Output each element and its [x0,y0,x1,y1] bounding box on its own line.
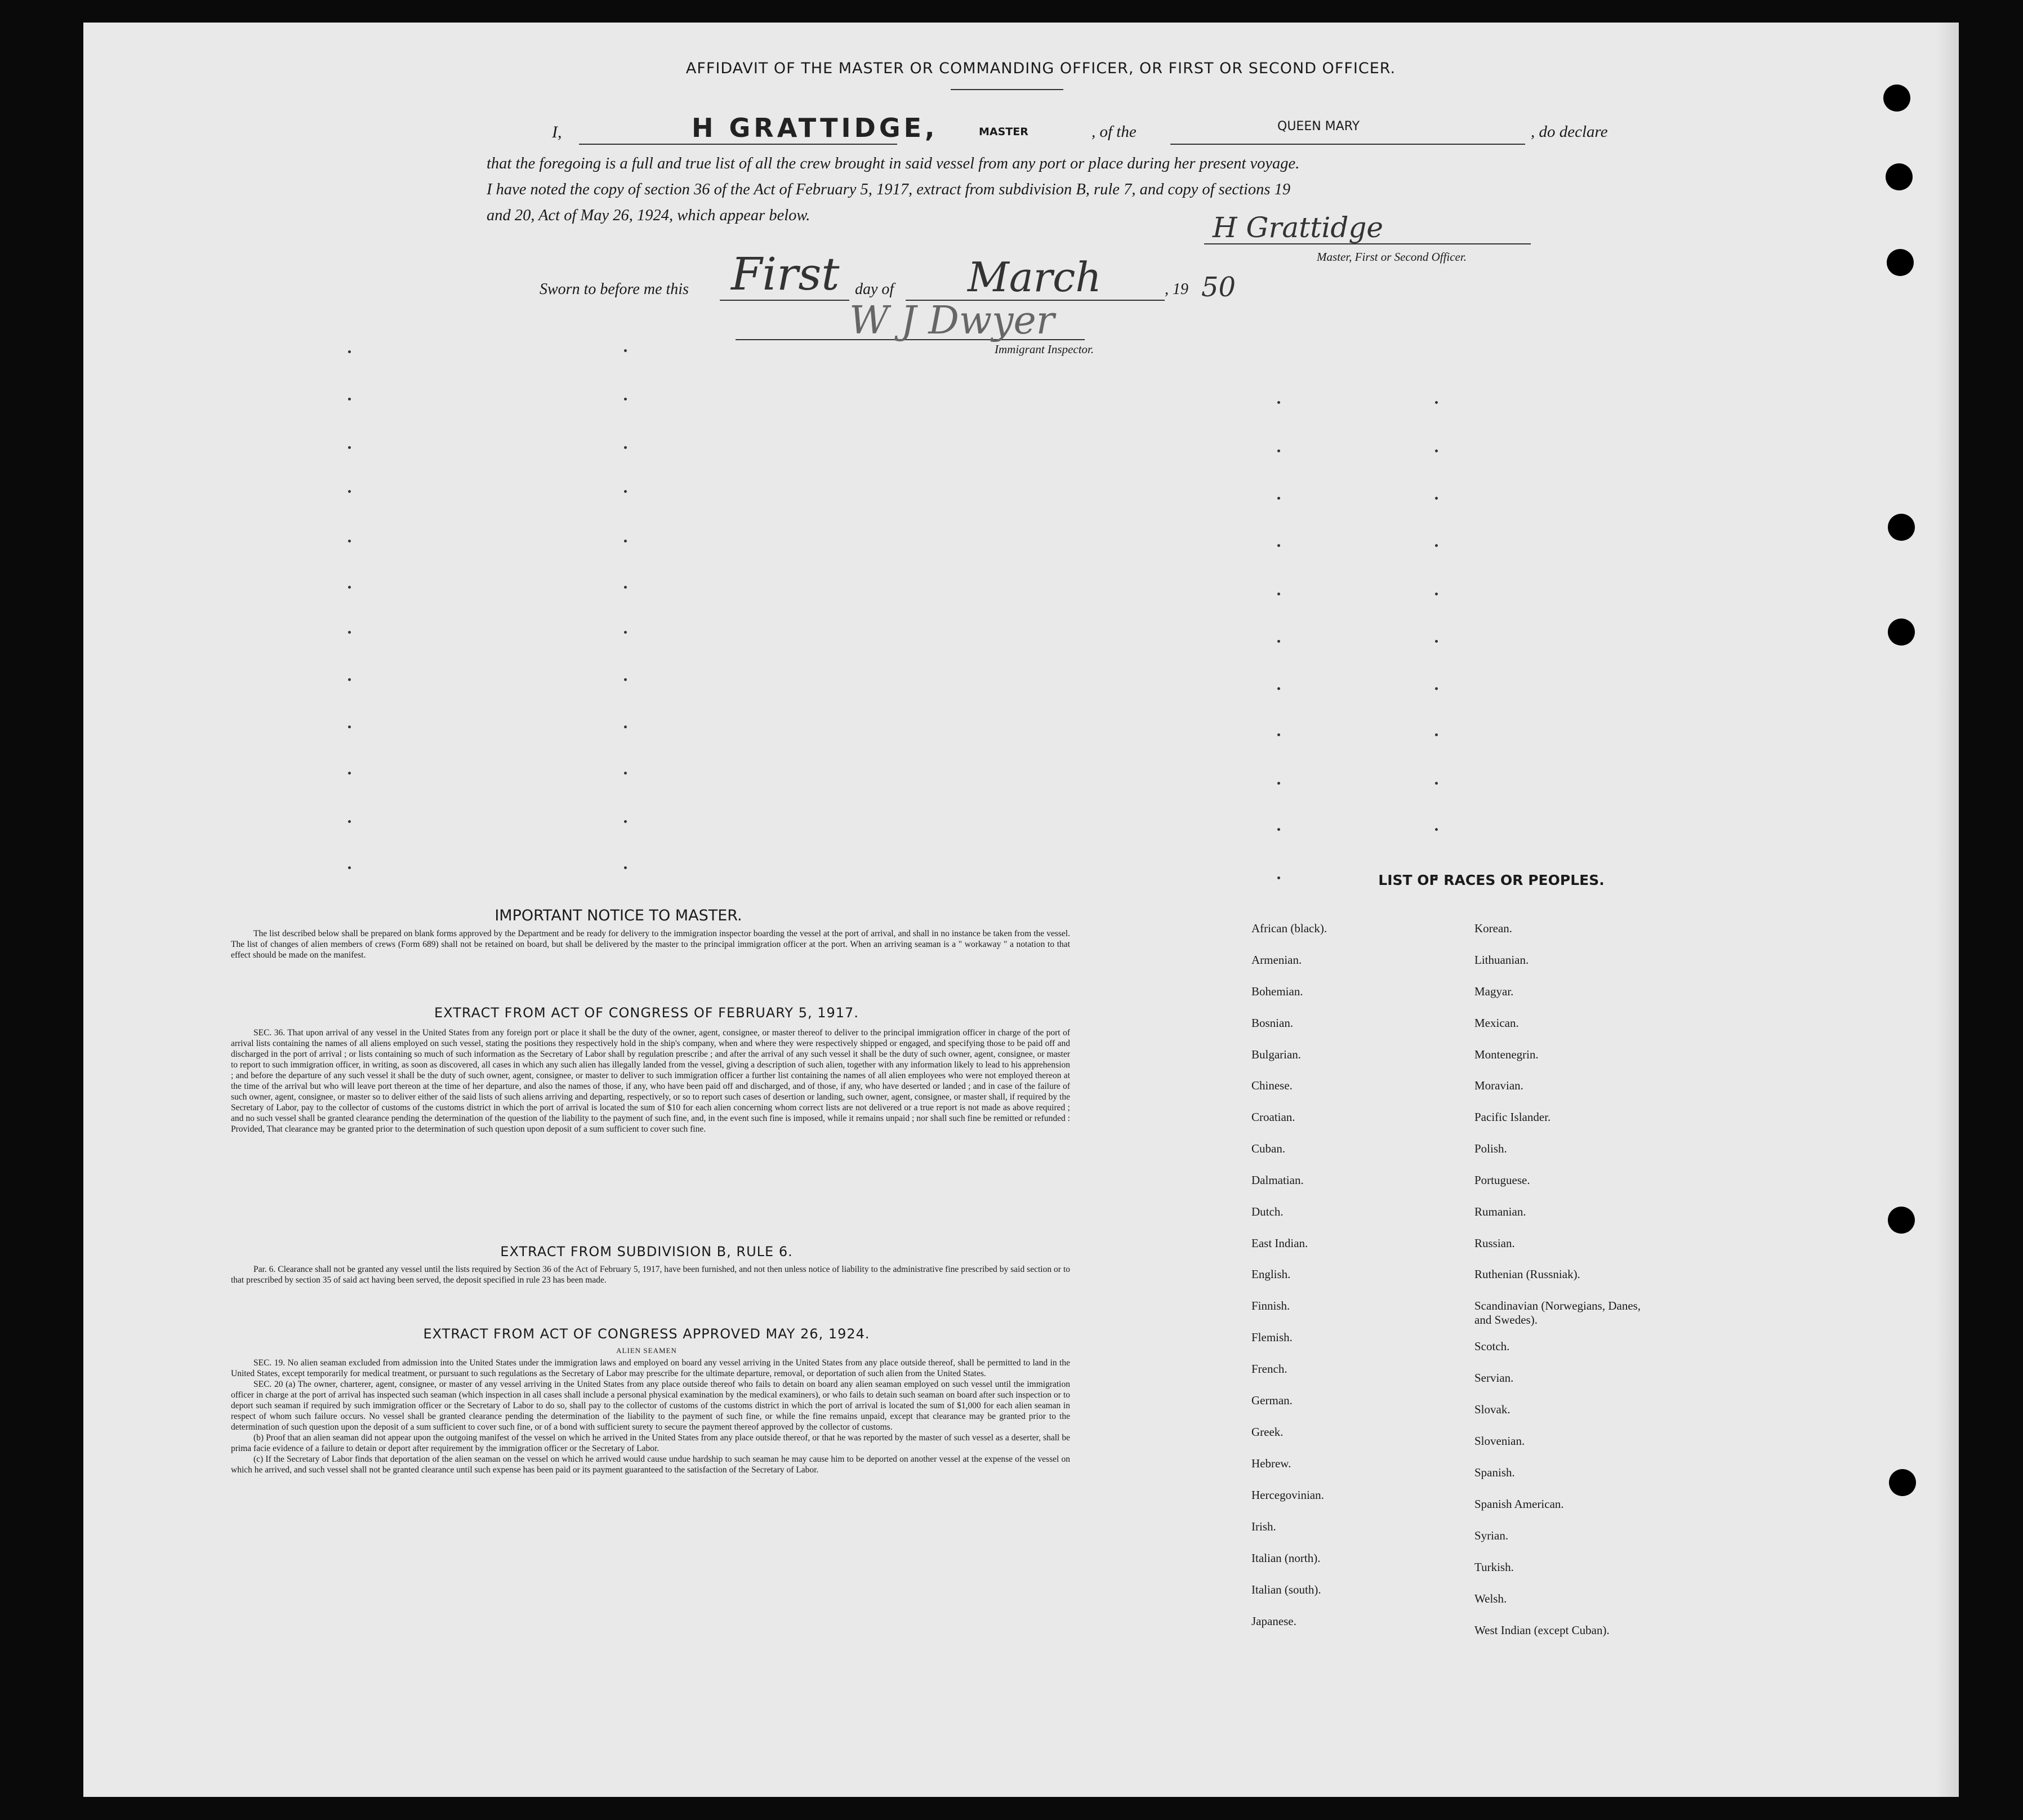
master-signature: H Grattidge [1213,211,1383,244]
rule6-title: EXTRACT FROM SUBDIVISION B, RULE 6. [500,1244,793,1260]
manifest-page [83,23,1959,1797]
title-underline [951,89,1063,90]
race-item: Bohemian. [1251,985,1303,998]
race-item: Pacific Islander. [1474,1110,1551,1124]
race-item: Mexican. [1474,1016,1519,1030]
race-item: Ruthenian (Russniak). [1474,1267,1580,1281]
race-item: Polish. [1474,1142,1507,1155]
year-prefix: , 19 [1165,281,1188,298]
race-item: Korean. [1474,922,1513,935]
declaration-line-2: I have noted the copy of section 36 of the Act of February 5, 1917, extract from subdivision B, rule 7, and copy of sections 19 [487,181,1291,198]
sec20c-text: (c) If the Secretary of Labor finds that deportation of the alien seaman on the vessel on which he arrived would cause undue hardship to such seaman he may cause him to be deported on another vessel at the expense of the vessel on which he arrived, and such vessel shall not be granted clearance until such expense has been paid or its payment guaranteed to the satisfaction of the Secretary of Labor. [231,1454,1070,1475]
declaration-line-1: that the foregoing is a full and true list of all the crew brought in said vessel from any port or place during her present voyage. [487,155,1300,172]
notice-body [231,928,1070,960]
race-item: Lithuanian. [1474,953,1529,967]
punch-hole [1886,163,1913,190]
punch-hole [1887,249,1914,276]
inspector-signature: W J Dwyer [849,299,1055,343]
sworn-month: March [968,253,1102,301]
race-item: Russian. [1474,1236,1515,1250]
do-declare-label: , do declare [1531,123,1608,141]
race-item: Bosnian. [1251,1016,1294,1030]
race-item: African (black). [1251,922,1327,935]
day-of-label: day of [855,281,894,298]
race-item: Welsh. [1474,1592,1507,1605]
race-item: Italian (south). [1251,1583,1321,1596]
race-item: French. [1251,1362,1287,1376]
race-item: Spanish American. [1474,1497,1564,1511]
punch-hole [1888,1207,1915,1234]
race-item: Slovenian. [1474,1434,1525,1448]
race-item: Scotch. [1474,1340,1510,1353]
rule6-text: Par. 6. Clearance shall not be granted any vessel until the lists required by Section 36 of the Act of February 5, 1917, have been furnished, and not then unless notice of liability to the administrative fine prescribed by said section or to that prescribed by section 35 of said act having been served, the deposit specified in rule 23 has been made. [231,1265,1070,1285]
race-item: Flemish. [1251,1330,1293,1344]
race-item: East Indian. [1251,1236,1308,1250]
master-name: H GRATTIDGE, [692,113,938,143]
race-item: Slovak. [1474,1403,1510,1416]
of-the-label: , of the [1091,123,1137,141]
race-item: Servian. [1474,1371,1514,1385]
race-item: Hebrew. [1251,1457,1291,1470]
race-item: Hercegovinian. [1251,1488,1324,1502]
extract-1924-title: EXTRACT FROM ACT OF CONGRESS APPROVED MAY 26, 1924. [423,1326,870,1342]
master-rank: MASTER [979,126,1028,138]
sworn-label: Sworn to before me this [540,281,689,298]
race-item: Moravian. [1474,1079,1523,1092]
race-item: Croatian. [1251,1110,1295,1124]
inspector-label: Immigrant Inspector. [995,342,1094,356]
extract-1917-title: EXTRACT FROM ACT OF CONGRESS OF FEBRUARY 5, 1917. [434,1005,859,1021]
race-item: Turkish. [1474,1560,1514,1574]
race-item: Italian (north). [1251,1551,1321,1565]
race-item: Syrian. [1474,1529,1509,1542]
extract-1917-text: SEC. 36. That upon arrival of any vessel in the United States from any foreign port or place it shall be the duty of the owner, agent, consignee, or master thereof to deliver to the principal immigration officer in charge of the port of arrival lists containing the names of all aliens employed on such vessel, stating the positions they respectively hold in the ship's company, when and where they were respectively shipped or engaged, and specifying those to be paid off and discharged in the port of arrival ; or lists containing so much of such information as the Secretary of Labor shall by regulation prescribe ; and after the arrival of any such vessel it shall be the duty of such owner, agent, consignee, or master to report to such immigration officer, in writing, as soon as discovered, all cases in which any such alien has illegally landed from the vessel, giving a description of such alien, together with any information likely to lead to his apprehension ; and before the departure of any such vessel it shall be the duty of such owner, agent, consignee, or master to deliver to such immigration officer a further list containing the names of all alien employees who were not employed thereon at the time of the arrival but who will leave port thereon at the time of her departure, and also the names of those, if any, who have been paid off and discharged, and of those, if any, who have deserted or landed ; and in case of the failure of such owner, agent, consignee, or master so to deliver either of the said lists of such aliens arriving and departing, respectively, or so to report such cases of desertion or landing, such owner, agent, consignee, or master shall, if required by the Secretary of Labor, pay to the collector of customs of the customs district in which the port of arrival is located the sum of $10 for each alien concerning whom correct lists are not delivered or a true report is not made as above required ; and no such vessel shall be granted clearance pending the determination of the question of the liability to the payment of such fine, and, in the event such fine is imposed, while it remains unpaid ; nor shall such fine be remitted or refunded : Provided, That clearance may be granted prior to the determination of such question upon deposit of a sum sufficient to cover such fine. [231,1028,1070,1134]
notice-text: The list described below shall be prepared on blank forms approved by the Department and be ready for delivery to the immigration inspector boarding the vessel at the port of arrival, and shall in no instance be taken from the vessel. The list of changes of alien members of crews (Form 689) shall not be retained on board, but shall be delivered by the master to the principal immigration officer at the port. When an arriving seaman is a " workaway " a notation to that effect should be made on the manifest. [231,929,1070,960]
race-item: Bulgarian. [1251,1048,1302,1061]
sec19-text: SEC. 19. No alien seaman excluded from admission into the United States under the immigration laws and employed on board any vessel arriving in the United States from any place outside thereof, shall be permitted to land in the United States, except temporarily for medical treatment, or pursuant to such regulations as the Secretary of Labor may prescribe for the ultimate departure, removal, or deportation of such alien from the United States. [231,1358,1070,1378]
punch-hole [1888,618,1915,646]
declaration-line-3: and 20, Act of May 26, 1924, which appear below. [487,207,810,224]
vessel-line [1170,144,1525,145]
rule6-body [231,1264,1070,1285]
affidavit-title: AFFIDAVIT OF THE MASTER OR COMMANDING OFFICER, OR FIRST OR SECOND OFFICER. [685,60,1396,77]
year-suffix: 50 [1201,272,1236,303]
race-item: Armenian. [1251,953,1302,967]
race-item: Scandinavian (Norwegians, Danes, and Swedes). [1474,1299,1641,1327]
punch-hole [1889,1469,1916,1496]
race-item: Dalmatian. [1251,1173,1304,1187]
sworn-day: First [731,248,840,300]
race-item: Japanese. [1251,1614,1296,1628]
race-item: Dutch. [1251,1205,1284,1218]
master-name-line [579,144,897,145]
declaration-body [487,151,1686,229]
race-item: Rumanian. [1474,1205,1526,1218]
punch-hole [1883,84,1910,112]
sec20a-text: SEC. 20 (a) The owner, charterer, agent, consignee, or master of any vessel arriving in the United States from any place outside thereof who fails to detain on board any alien seaman employed on such vessel until the immigration officer in charge at the port of arrival has inspected such seaman (which inspection in all cases shall include a personal physical examination by the medical examiners), or who fails to detain such seaman on board after such inspection or to deport such seaman if required by such immigration officer or the Secretary of Labor to do so, shall pay to the collector of customs of the customs district in which the port of arrival is located the sum of $1,000 for each alien seaman in respect of whom such failure occurs. No vessel shall be granted clearance pending the determination of the liability to the payment of such fine, or while the fine remains unpaid, except that clearance may be granted prior to the determination of such question upon the deposit of a sum sufficient to cover such fine, or of a bond with sufficient surety to secure the payment thereof approved by the collector of customs. [231,1380,1070,1432]
extract-1924-body [231,1358,1070,1475]
races-title: LIST OF RACES OR PEOPLES. [1378,872,1605,888]
race-item: Portuguese. [1474,1173,1530,1187]
race-item: Montenegrin. [1474,1048,1539,1061]
race-item: Chinese. [1251,1079,1293,1092]
extract-1924-subtitle: ALIEN SEAMEN [616,1346,677,1355]
race-item: Greek. [1251,1425,1284,1439]
extract-1917-body [231,1027,1070,1134]
race-item: Cuban. [1251,1142,1286,1155]
i-label: I, [552,123,562,141]
race-item: Irish. [1251,1520,1276,1533]
race-item: West Indian (except Cuban). [1474,1623,1610,1637]
race-item: English. [1251,1267,1291,1281]
race-item: German. [1251,1394,1293,1407]
punch-hole [1888,514,1915,541]
race-item: Magyar. [1474,985,1514,998]
race-item: Spanish. [1474,1466,1515,1479]
race-item: Finnish. [1251,1299,1290,1312]
master-signature-label: Master, First or Second Officer. [1317,250,1467,264]
page-edge-shadow [1936,23,1959,1797]
vessel-name: QUEEN MARY [1277,119,1360,134]
notice-title: IMPORTANT NOTICE TO MASTER. [494,907,742,924]
sec20b-text: (b) Proof that an alien seaman did not appear upon the outgoing manifest of the vessel on which he arrived in the United States from any place outside thereof, or that he was reported by the master of such vessel as a deserter, shall be prima facie evidence of a failure to detain or deport after requirement by the immigration officer or the Secretary of Labor. [231,1433,1070,1453]
